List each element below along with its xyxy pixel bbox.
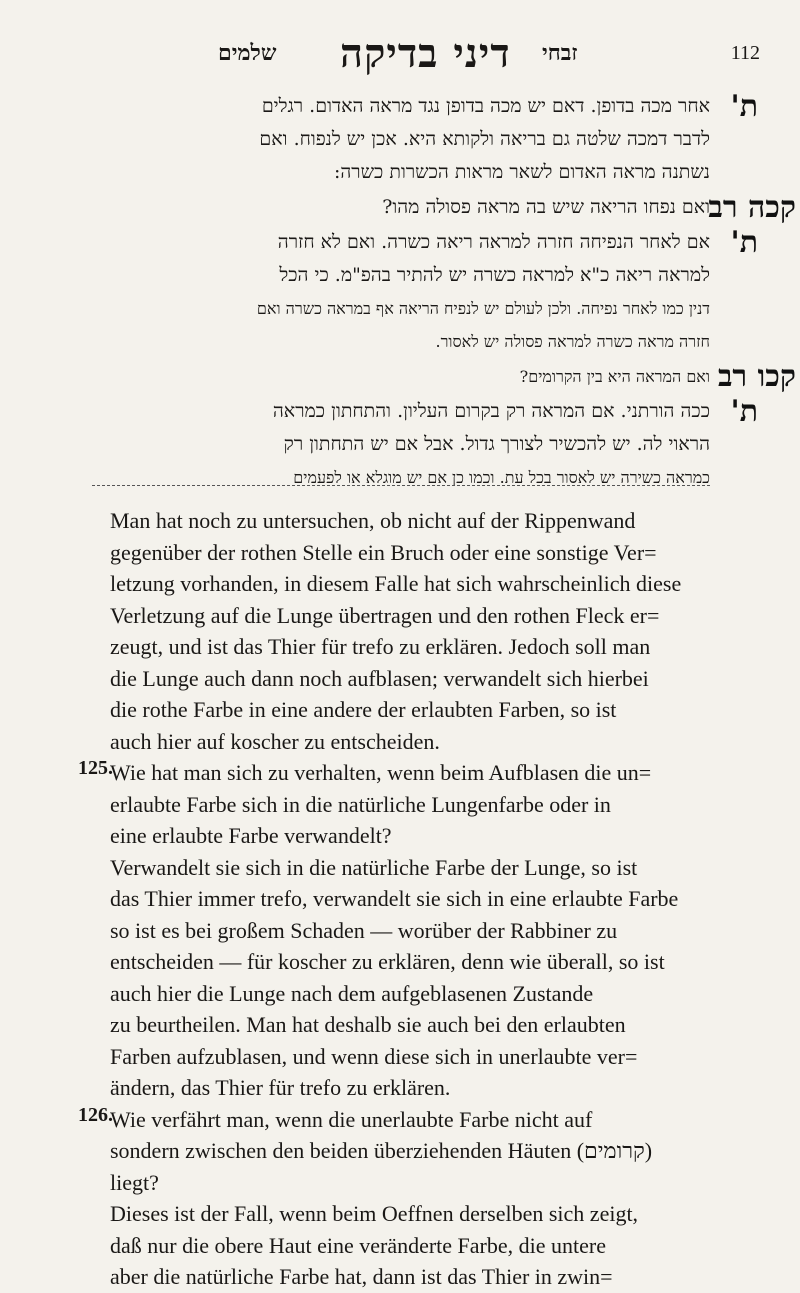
hebrew-line: נשתנה מראה האדום לשאר מראות הכשרות כשרה: bbox=[333, 161, 710, 183]
hebrew-line: אחר מכה בדופן. דאם יש מכה בדופן נגד מראה האדום. רגלים bbox=[261, 95, 710, 117]
german-line: Dieses ist der Fall, wenn beim Oeffnen derselben sich zeigt, bbox=[110, 1201, 639, 1226]
german-line: aber die natürliche Farbe hat, dann ist das Thier in zwin= bbox=[110, 1264, 613, 1289]
answer-marker: ת' bbox=[730, 89, 758, 124]
german-line: sondern zwischen den beiden überziehenden Häuten (קרומים) bbox=[110, 1138, 653, 1163]
answer-marker: ת' bbox=[730, 394, 758, 429]
german-line: das Thier immer trefo, verwandelt sie sich in eine erlaubte Farbe bbox=[110, 886, 679, 911]
german-line: liegt? bbox=[110, 1169, 159, 1195]
hebrew-line: למראה ריאה כ"א למראה כשרה יש להתיר בהפ"מ. כי הכל bbox=[279, 264, 710, 286]
german-line: letzung vorhanden, in diesem Falle hat sich wahrscheinlich diese bbox=[110, 571, 682, 596]
section-divider bbox=[92, 485, 710, 486]
german-line: entscheiden — für koscher zu erklären, denn wie überall, so ist bbox=[110, 949, 665, 974]
hebrew-line: דנין כמו לאחר נפיחה. ולכן לעולם יש לנפיח הריאה אף במראה כשרה ואם bbox=[256, 299, 710, 318]
hebrew-line: חזרה מראה כשרה למראה פסולה יש לאסור. bbox=[435, 332, 710, 351]
german-line: zeugt, und ist das Thier für trefo zu erklären. Jedoch soll man bbox=[110, 634, 651, 659]
hebrew-line: לדבר דמכה שלטה גם בריאה ולקותא היא. אכן יש לנפוח. ואם bbox=[259, 128, 710, 150]
german-line: Wie verfährt man, wenn die unerlaubte Farbe nicht auf bbox=[110, 1106, 593, 1132]
page-number: 112 bbox=[730, 42, 760, 64]
german-line: Farben aufzublasen, und wenn diese sich in unerlaubte ver= bbox=[110, 1043, 638, 1069]
hebrew-question bbox=[92, 190, 796, 225]
question-126 bbox=[78, 1103, 715, 1293]
question-marker: קכה רב bbox=[708, 190, 796, 225]
header-title: דיני בדיקה bbox=[340, 30, 511, 77]
german-line: gegenüber der rothen Stelle ein Bruch oder eine sonstige Ver= bbox=[110, 539, 657, 565]
german-line: Verwandelt sie sich in die natürliche Farbe der Lunge, so ist bbox=[110, 854, 638, 880]
hebrew-line: ואם המראה היא בין הקרומים? bbox=[519, 367, 710, 386]
german-line: auch hier die Lunge nach dem aufgeblasenen Zustande bbox=[110, 980, 594, 1006]
german-line: eine erlaubte Farbe verwandelt? bbox=[110, 823, 392, 848]
german-line: ändern, das Thier für trefo zu erklären. bbox=[110, 1075, 451, 1100]
german-line: so ist es bei großem Schaden — worüber der Rabbiner zu bbox=[110, 917, 618, 943]
hebrew-line: הראוי לה. יש להכשיר לצורך גדול. אבל אם יש התחתון רק bbox=[283, 433, 710, 455]
hebrew-line: אם לאחר הנפיחה חזרה למראה ריאה כשרה. ואם לא חזרה bbox=[277, 231, 710, 253]
hebrew-question bbox=[92, 359, 796, 394]
running-header bbox=[40, 30, 760, 90]
hebrew-text-block bbox=[92, 89, 796, 496]
german-text-block bbox=[78, 505, 715, 1293]
german-line: die Lunge auch dann noch aufblasen; verwandelt sich hierbei bbox=[110, 665, 649, 691]
german-line: Verletzung auf die Lunge übertragen und den rothen Fleck er= bbox=[110, 602, 660, 628]
german-line: Man hat noch zu untersuchen, ob nicht auf der Rippenwand bbox=[110, 508, 636, 533]
question-number: 125. bbox=[78, 757, 113, 779]
hebrew-answer bbox=[92, 89, 758, 189]
german-line: die rothe Farbe in eine andere der erlaubten Farben, so ist bbox=[110, 697, 617, 722]
header-left: שלמים bbox=[218, 40, 277, 66]
hebrew-line: ככה הורתני. אם המראה רק בקרום העליון. והתחתון כמראה bbox=[272, 400, 710, 422]
german-line: daß nur die obere Haut eine veränderte Farbe, die untere bbox=[110, 1232, 606, 1258]
german-line: auch hier auf koscher zu entscheiden. bbox=[110, 728, 440, 754]
hebrew-line: כמראה כשירה יש לאסור בכל עת. וכמו כן אם יש מוגלא או לפעמים bbox=[293, 468, 710, 487]
hebrew-answer bbox=[92, 394, 758, 494]
german-line: Wie hat man sich zu verhalten, wenn beim Aufblasen die un= bbox=[110, 760, 652, 785]
german-line: erlaubte Farbe sich in die natürliche Lungenfarbe oder in bbox=[110, 791, 611, 817]
hebrew-answer bbox=[92, 225, 758, 358]
header-right: זבחי bbox=[542, 40, 578, 66]
question-marker: קכו רב bbox=[717, 359, 796, 394]
question-125 bbox=[78, 757, 715, 1104]
hebrew-line: ואם נפחו הריאה שיש בה מראה פסולה מהו? bbox=[382, 196, 710, 218]
answer-marker: ת' bbox=[730, 225, 758, 260]
question-number: 126. bbox=[78, 1103, 113, 1126]
german-line: zu beurtheilen. Man hat deshalb sie auch bei den erlaubten bbox=[110, 1012, 626, 1037]
